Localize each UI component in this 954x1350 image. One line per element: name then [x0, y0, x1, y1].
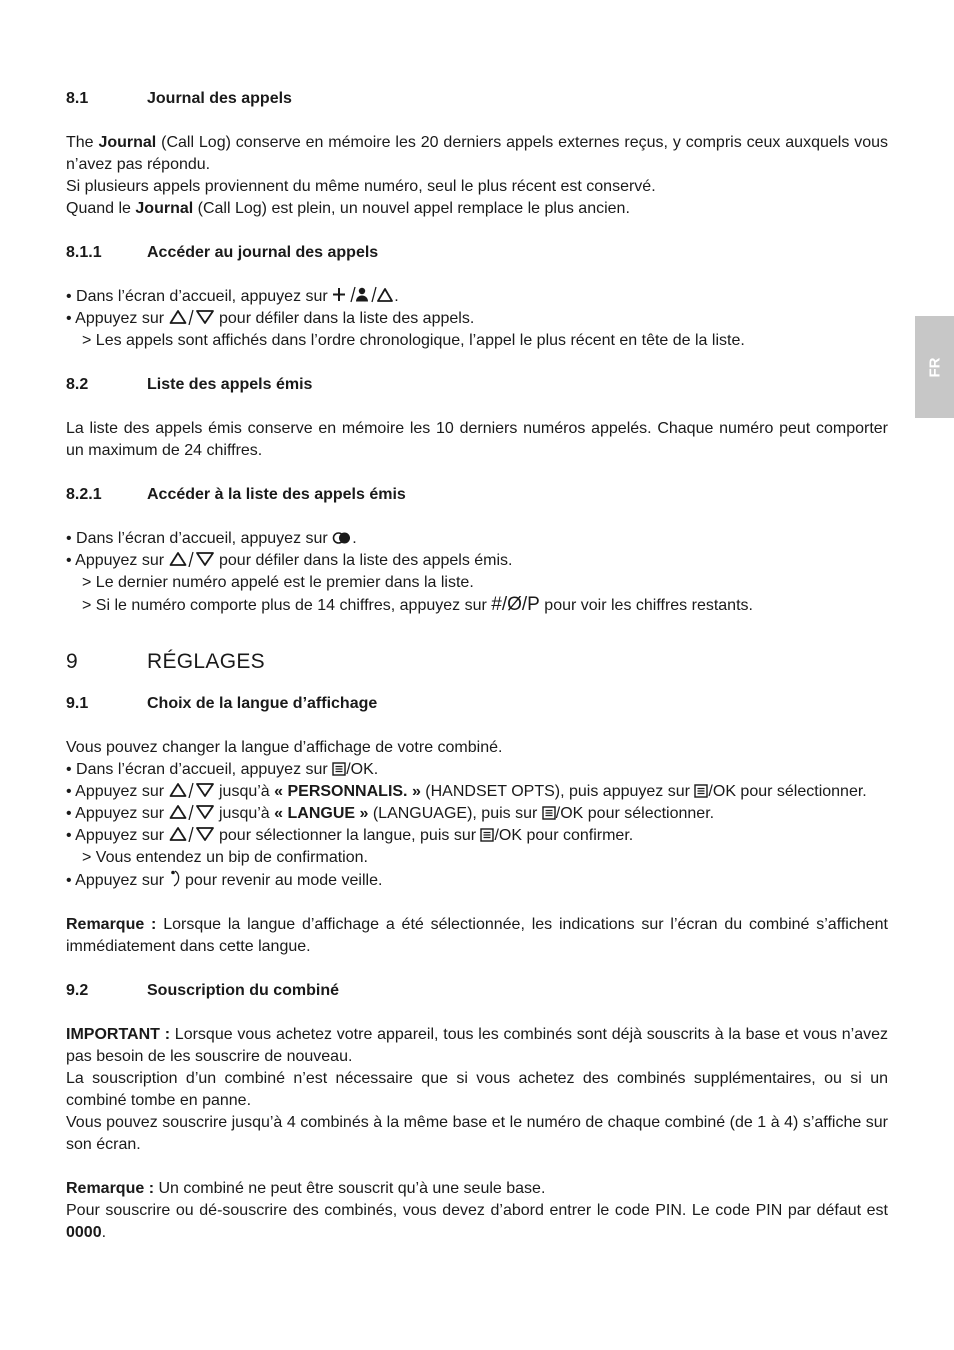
list-item: • Appuyez sur pour sélectionner la langue, puis sur /OK pour confirmer. — [66, 827, 634, 844]
section-number: 8.2 — [66, 376, 89, 393]
section-title: Accéder à la liste des appels émis — [147, 486, 406, 503]
paragraph: IMPORTANT : Lorsque vous achetez votre appareil, tous les combinés sont déjà souscrits à la base et vous n’avez pas besoin de les souscrire de nouveau. — [66, 1026, 888, 1065]
section-title: Accéder au journal des appels — [147, 244, 379, 261]
up-down-arrow-icon — [169, 804, 215, 820]
result-line: > Si le numéro comporte plus de 14 chiffres, appuyez sur #/Ø/P pour voir les chiffres restants. — [82, 594, 753, 615]
up-down-arrow-icon — [169, 826, 215, 842]
menu-key-icon — [480, 828, 494, 842]
language-tab-label: FR — [926, 357, 943, 377]
list-item: • Appuyez sur jusqu’à « PERSONNALIS. » (HANDSET OPTS), puis appuyez sur /OK pour sélectionner. — [66, 783, 867, 800]
result-line: > Les appels sont affichés dans l’ordre chronologique, l’appel le plus récent en tête de la liste. — [82, 332, 745, 349]
section-heading-9-2 — [66, 980, 888, 1002]
menu-key-icon — [694, 784, 708, 798]
redial-key-icon — [332, 531, 352, 545]
section-heading-8-2-1 — [66, 484, 888, 506]
list-item: • Appuyez sur pour défiler dans la liste des appels émis. — [66, 552, 513, 569]
list-item: • Dans l’écran d’accueil, appuyez sur . — [66, 288, 399, 305]
menu-key-icon — [542, 806, 556, 820]
menu-key-icon — [332, 762, 346, 776]
chapter-number: 9 — [66, 650, 78, 673]
up-down-arrow-icon — [169, 309, 215, 325]
list-item: • Dans l’écran d’accueil, appuyez sur . — [66, 530, 357, 547]
end-call-key-icon — [169, 869, 181, 887]
plus-contact-up-keys-icon — [332, 286, 394, 303]
section-number: 9.2 — [66, 982, 89, 999]
list-item: • Appuyez sur jusqu’à « LANGUE » (LANGUAGE), puis sur /OK pour sélectionner. — [66, 805, 715, 822]
chapter-heading-9 — [66, 649, 888, 675]
list-item: • Dans l’écran d’accueil, appuyez sur /OK. — [66, 761, 379, 778]
note-paragraph: Remarque : Un combiné ne peut être souscrit qu’à une seule base. — [66, 1180, 546, 1197]
result-line: > Le dernier numéro appelé est le premier dans la liste. — [82, 574, 474, 591]
section-heading-8-2 — [66, 374, 888, 396]
section-title: Choix de la langue d’affichage — [147, 695, 378, 712]
up-down-arrow-icon — [169, 782, 215, 798]
section-heading-8-1 — [66, 88, 888, 110]
page-content — [66, 88, 888, 1244]
paragraph: Pour souscrire ou dé-souscrire des combinés, vous devez d’abord entrer le code PIN. Le code PIN par défaut est 0000. — [66, 1202, 888, 1241]
paragraph: Vous pouvez changer la langue d’affichage de votre combiné. — [66, 739, 503, 756]
section-heading-9-1 — [66, 693, 888, 715]
paragraph: Si plusieurs appels proviennent du même numéro, seul le plus récent est conservé. — [66, 178, 656, 195]
section-title: Souscription du combiné — [147, 982, 340, 999]
chapter-title: RÉGLAGES — [147, 650, 265, 673]
paragraph: La souscription d’un combiné n’est nécessaire que si vous achetez des combinés supplémentaires, ou si un combiné tombe en panne. — [66, 1070, 888, 1109]
section-title: Liste des appels émis — [147, 376, 313, 393]
list-item: • Appuyez sur pour défiler dans la liste des appels. — [66, 310, 475, 327]
paragraph: La liste des appels émis conserve en mémoire les 10 derniers numéros appelés. Chaque numéro peut comporter un maximum de 24 chiffres. — [66, 420, 888, 459]
section-number: 9.1 — [66, 695, 89, 712]
paragraph: Quand le Journal (Call Log) est plein, un nouvel appel remplace le plus ancien. — [66, 200, 630, 217]
note-paragraph: Remarque : Lorsque la langue d’affichage a été sélectionnée, les indications sur l’écran du combiné s’affichent immédiatement dans cette langue. — [66, 916, 888, 955]
result-line: > Vous entendez un bip de confirmation. — [82, 849, 368, 866]
section-number: 8.1 — [66, 90, 89, 107]
list-item: • Appuyez sur pour revenir au mode veille. — [66, 869, 888, 892]
language-tab — [915, 316, 954, 418]
paragraph: The Journal (Call Log) conserve en mémoire les 20 derniers appels externes reçus, y compris ceux auxquels vous n’avez pas répondu. — [66, 134, 889, 173]
section-title: Journal des appels — [147, 90, 292, 107]
section-heading-8-1-1 — [66, 242, 888, 264]
section-number: 8.2.1 — [66, 486, 102, 503]
up-down-arrow-icon — [169, 551, 215, 567]
section-number: 8.1.1 — [66, 244, 102, 261]
hash-pause-key-icon: #/Ø/P — [491, 594, 540, 615]
paragraph: Vous pouvez souscrire jusqu’à 4 combinés à la même base et le numéro de chaque combiné (de 1 à 4) s’affiche sur son écran. — [66, 1114, 888, 1153]
